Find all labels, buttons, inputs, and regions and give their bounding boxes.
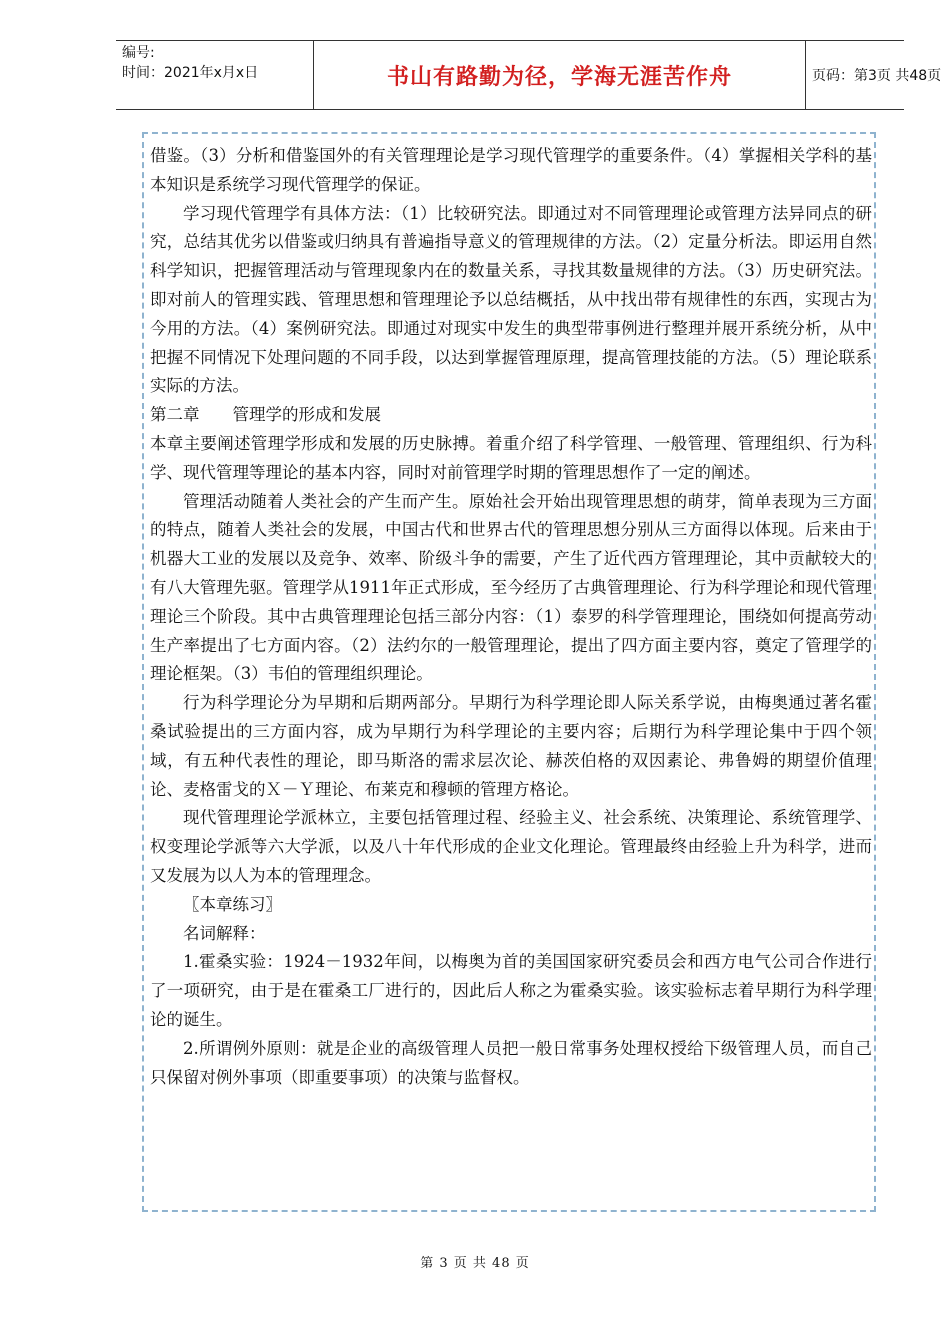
- paragraph: 学习现代管理学有具体方法：（1）比较研究法。即通过对不同管理理论或管理方法异同点的研究，总结其优劣以借鉴或归纳具有普遍指导意义的管理规律的方法。（2）定量分析法。即运用自然科学知识，把握管理活动与管理现象内在的数量关系，寻找其数量规律的方法。（3）历史研究法。即对前人的管理实践、管理思想和管理理论予以总结概括，从中找出带有规律性的东西，实现古为今用的方法。（4）案例研究法。即通过对现实中发生的典型带事例进行整理并展开系统分析，从中把握不同情况下处理问题的不同手段，以达到掌握管理原理，提高管理技能的方法。（5）理论联系实际的方法。: [150, 203, 872, 396]
- page-header: [116, 40, 942, 110]
- paragraph: 1.霍桑实验：1924－1932年间，以梅奥为首的美国国家研究委员会和西方电气公司合作进行了一项研究，由于是在霍桑工厂进行的，因此后人称之为霍桑实验。该实验标志着早期行为科学理论的诞生。: [150, 952, 872, 1029]
- time-label: 时间：2021年x月x日: [122, 65, 259, 81]
- document-body: [150, 142, 872, 1092]
- page-label: 页码：第3页 共48页: [812, 68, 942, 84]
- paragraph: 2.所谓例外原则：就是企业的高级管理人员把一般日常事务处理权授给下级管理人员，而自己只保留对例外事项（即重要事项）的决策与监督权。: [150, 1038, 872, 1087]
- paragraph: 管理活动随着人类社会的产生而产生。原始社会开始出现管理思想的萌芽，简单表现为三方面的特点，随着人类社会的发展，中国古代和世界古代的管理思想分别从三方面得以体现。后来由于机器大工业的发展以及竞争、效率、阶级斗争的需要，产生了近代西方管理理论，其中贡献较大的有八大管理先驱。管理学从1911年正式形成，至今经历了古典管理理论、行为科学理论和现代管理理论三个阶段。其中古典管理理论包括三部分内容：（1）泰罗的科学管理理论，围绕如何提高劳动生产率提出了七方面内容。（2）法约尔的一般管理理论，提出了四方面主要内容，奠定了管理学的理论框架。（3）韦伯的管理组织理论。: [150, 491, 872, 684]
- header-motto-cell: [314, 41, 806, 109]
- paragraph: 现代管理理论学派林立，主要包括管理过程、经验主义、社会系统、决策理论、系统管理学、权变理论学派等六大学派，以及八十年代形成的企业文化理论。管理最终由经验上升为科学，进而又发展为以人为本的管理理念。: [150, 808, 872, 885]
- terms-heading: 名词解释：: [183, 923, 266, 943]
- paragraph: 本章主要阐述管理学形成和发展的历史脉搏。着重介绍了科学管理、一般管理、管理组织、行为科学、现代管理等理论的基本内容，同时对前管理学时期的管理思想作了一定的阐述。: [150, 433, 872, 482]
- exercise-heading: 〖本章练习〗: [183, 894, 282, 914]
- header-info-cell: [116, 41, 314, 109]
- page-footer: 第 3 页 共 48 页: [420, 1256, 530, 1271]
- motto-text: 书山有路勤为径，学海无涯苦作舟: [386, 64, 732, 90]
- paragraph: 行为科学理论分为早期和后期两部分。早期行为科学理论即人际关系学说，由梅奥通过著名霍桑试验提出的三方面内容，成为早期行为科学理论的主要内容；后期行为科学理论集中于四个领域，有五种代表性的理论，即马斯洛的需求层次论、赫茨伯格的双因素论、弗鲁姆的期望价值理论、麦格雷戈的Ｘ－Ｙ理论、布莱克和穆顿的管理方格论。: [150, 693, 872, 799]
- header-page-cell: [806, 41, 942, 109]
- chapter-title: 第二章 管理学的形成和发展: [150, 405, 381, 425]
- number-label: 编号:: [122, 45, 155, 61]
- paragraph: 借鉴。（3）分析和借鉴国外的有关管理理论是学习现代管理学的重要条件。（4）掌握相关学科的基本知识是系统学习现代管理学的保证。: [150, 146, 872, 194]
